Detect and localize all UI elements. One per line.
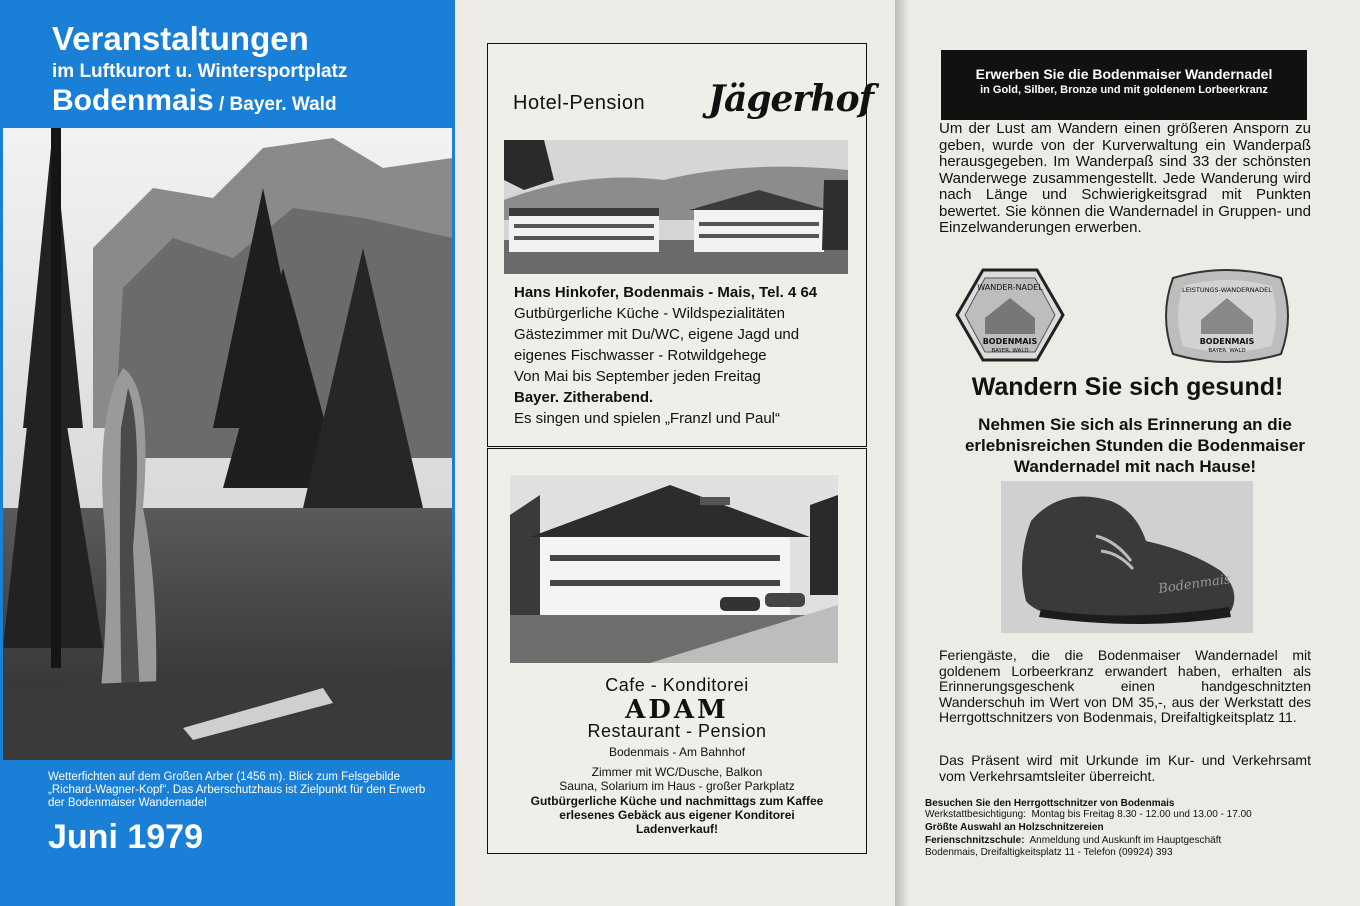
- badge2-top-text: LEISTUNGS-WANDERNADEL: [1182, 286, 1272, 294]
- info-line-3: [925, 822, 1104, 833]
- wandernadel-subheadline: Nehmen Sie sich als Erinnerung an die erlebnisreichen Stunden die Bodenmaiser Wandernadel mit nach Hause!: [964, 415, 1306, 476]
- adam-bold-2: erlesenes Gebäck aus eigener Konditorei: [559, 808, 795, 822]
- badge-leistung: [1161, 268, 1293, 368]
- wandernadel-headline: Wandern Sie sich gesund!: [971, 373, 1284, 401]
- wandernadel-intro: Um der Lust am Wandern einen größeren Ansporn zu geben, wurde von der Kurverwaltung ein Wanderpaß herausgegeben. Im Wanderpaß sind 33 der schönsten Wanderwege zusammengestellt. Jede Wanderung wird nach Länge und Schwierigkeitsgrad mit Punkten bewertet. Sie können die Wandernadel in Gruppen- und Einzelwanderungen erwerben.: [939, 120, 1311, 236]
- badge1-top-text: WANDER-NADEL: [977, 283, 1043, 292]
- wooden-shoe-photo: [1001, 481, 1253, 633]
- wandernadel-para2: Das Präsent wird mit Urkunde im Kur- und Verkehrsamt vom Verkehrsamtsleiter überreicht.: [939, 752, 1311, 784]
- adam-bold-1: Gutbürgerliche Küche und nachmittags zum Kaffee: [530, 794, 824, 808]
- ad-jaegerhof-line: Hans Hinkofer, Bodenmais - Mais, Tel. 4 64: [514, 284, 818, 301]
- ad-jaegerhof-line: eigenes Fischwasser - Rotwildgehege: [514, 347, 767, 364]
- info-line-2: [925, 809, 1252, 820]
- page-fold: [895, 0, 909, 906]
- badge1-region-text: BAYER. WALD: [991, 348, 1029, 354]
- adam-line1: Cafe - Konditorei: [605, 675, 749, 695]
- badge-icon: [955, 268, 1065, 362]
- wandernadel-header: [941, 50, 1307, 120]
- info-3-text: Größte Auswahl an Holzschnitzereien: [925, 822, 1104, 833]
- badge-wandernadel: [955, 268, 1065, 366]
- ad-jaegerhof-line: Bayer. Zitherabend.: [514, 389, 654, 406]
- cover-title: Veranstaltungen: [52, 20, 309, 57]
- ad-jaegerhof-label: Hotel-Pension: [513, 92, 646, 114]
- cover-town-name: Bodenmais: [52, 84, 214, 117]
- info-line-4: [925, 835, 1221, 846]
- adam-bold-text: [488, 794, 866, 836]
- info-line-5: Bodenmais, Dreifaltigkeitsplatz 11 - Telefon (09924) 393: [925, 847, 1173, 858]
- ad-jaegerhof-line: Es singen und spielen „Franzl und Paul“: [514, 410, 780, 427]
- ad-jaegerhof-line: Gutbürgerliche Küche - Wildspezialitäten: [514, 305, 785, 322]
- shoe-label: Bodenmais: [1157, 571, 1232, 597]
- info-2-value: Montag bis Freitag 8.30 - 12.00 und 13.00 - 17.00: [1031, 809, 1252, 820]
- adam-line3: Restaurant - Pension: [587, 721, 767, 741]
- wandernadel-header-sub: in Gold, Silber, Bronze und mit goldenem Lorbeerkranz: [980, 84, 1268, 96]
- wandernadel-para1: Feriengäste, die die Bodenmaiser Wandernadel mit goldenem Lorbeerkranz erwandert haben, erhalten als Erinnerungsgeschenk einen handgeschnitzten Wanderschuh im Wert von DM 35,-, aus der Werkstatt des Herrgottschnitzers von Bodenmais, Dreifaltigkeitsplatz 11.: [939, 647, 1311, 725]
- adam-address: Bodenmais - Am Bahnhof: [608, 745, 746, 759]
- ad-jaegerhof-text: [514, 282, 854, 429]
- shoe-illustration: [1001, 481, 1253, 633]
- cover-region: / Bayer. Wald: [213, 94, 337, 115]
- adam-rooms-2: Sauna, Solarium im Haus - großer Parkplatz: [559, 779, 795, 793]
- jaegerhof-photo: [504, 140, 848, 274]
- badge2-bottom-text: BODENMAIS: [1199, 337, 1255, 346]
- adam-photo: [510, 475, 838, 663]
- cover-town: [52, 84, 337, 118]
- badge2-region-text: BAYER. WALD: [1208, 348, 1246, 354]
- ad-jaegerhof-line: Gästezimmer mit Du/WC, eigene Jagd und: [514, 326, 800, 343]
- info-4-label: Ferienschnitzschule:: [925, 835, 1025, 846]
- ad-jaegerhof: [487, 43, 874, 447]
- wandernadel-header-title: Erwerben Sie die Bodenmaiser Wandernadel: [975, 66, 1273, 82]
- info-4-value: Anmeldung und Auskunft im Hauptgeschäft: [1029, 835, 1222, 846]
- wandernadel-panel: [895, 0, 1360, 906]
- adam-name: ADAM: [625, 695, 729, 725]
- cover-caption: Wetterfichten auf dem Großen Arber (1456 m). Blick zum Felsgebilde „Richard-Wagner-Kopf“. Das Arberschutzhaus ist Zielpunkt für den Erwerb der Bodenmaiser Wandernadel: [48, 771, 426, 809]
- adam-rooms-1: Zimmer mit WC/Dusche, Balkon: [591, 765, 763, 779]
- cover-month: Juni 1979: [48, 818, 203, 856]
- badge1-bottom-text: BODENMAIS: [982, 337, 1038, 346]
- adam-bold-3: Ladenverkauf!: [635, 822, 719, 836]
- cafe-illustration: [510, 475, 838, 663]
- ads-panel: [455, 0, 895, 906]
- info-line-1: [925, 798, 1175, 809]
- cover-panel: [0, 0, 455, 906]
- ad-jaegerhof-name: Jägerhof: [708, 78, 874, 120]
- ad-adam: [487, 448, 867, 854]
- cover-forest-photo: [3, 128, 452, 760]
- badge-icon: [1161, 268, 1293, 364]
- info-2-label: Werkstattbesichtigung:: [925, 809, 1026, 820]
- cover-subtitle: im Luftkurort u. Wintersportplatz: [52, 61, 348, 82]
- hotel-illustration: [504, 140, 848, 274]
- ad-jaegerhof-line: Von Mai bis September jeden Freitag: [514, 368, 761, 385]
- info-1-text: Besuchen Sie den Herrgottschnitzer von Bodenmais: [925, 798, 1175, 809]
- adam-rooms: [488, 765, 866, 793]
- forest-illustration: [3, 128, 452, 760]
